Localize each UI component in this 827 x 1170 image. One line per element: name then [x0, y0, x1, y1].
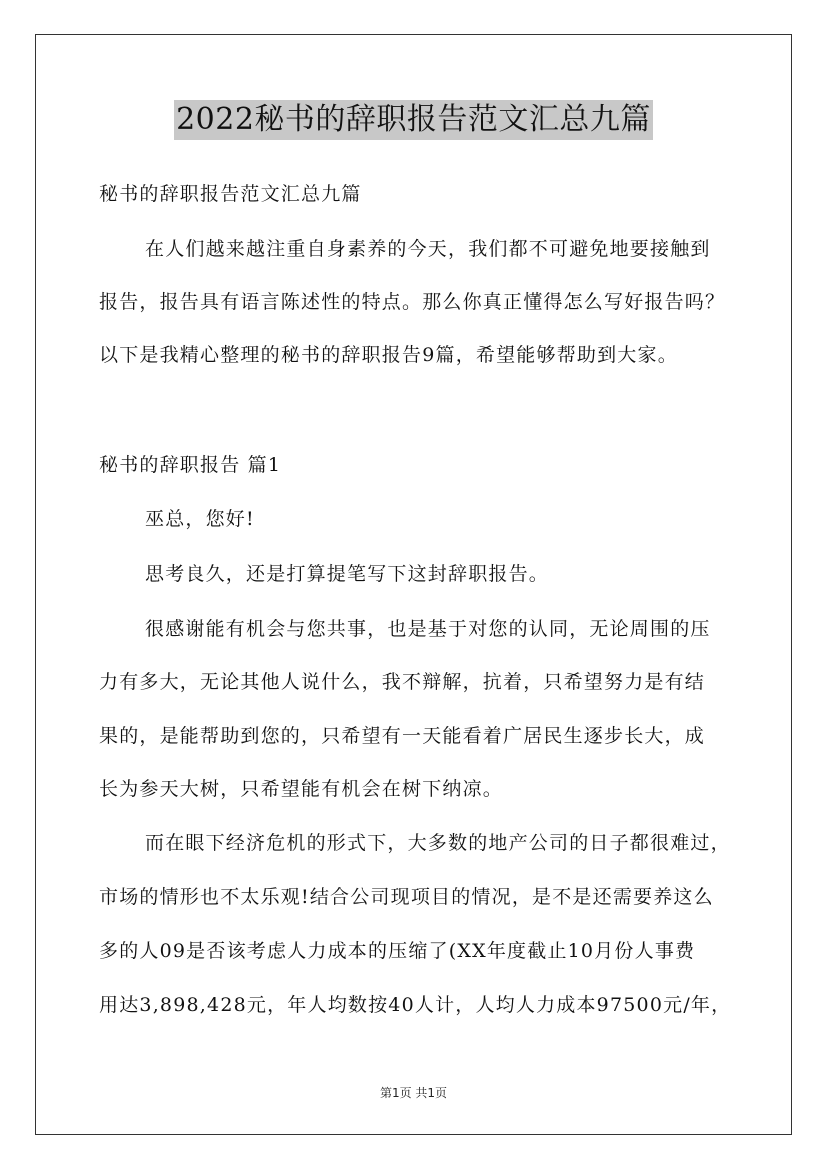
body-line-6: 长为参天大树，只希望能有机会在树下纳凉。	[99, 778, 504, 800]
body-line-9: 多的人09是否该考虑人力成本的压缩了(XX年度截止10月份人事费	[99, 940, 696, 962]
section-heading: 秘书的辞职报告 篇1	[99, 454, 282, 476]
body-line-10: 用达3,898,428元，年人均数按40人计，人均人力成本97500元/年，	[99, 994, 732, 1016]
intro-line-1: 在人们越来越注重自身素养的今天，我们都不可避免地要接触到	[145, 238, 711, 260]
body-line-8: 市场的情形也不太乐观!结合公司现项目的情况，是不是还需要养这么	[99, 886, 714, 908]
body-line-2: 思考良久，还是打算提笔写下这封辞职报告。	[145, 563, 550, 585]
intro-line-3: 以下是我精心整理的秘书的辞职报告9篇，希望能够帮助到大家。	[99, 344, 678, 366]
intro-line-2: 报告，报告具有语言陈述性的特点。那么你真正懂得怎么写好报告吗？	[99, 291, 726, 313]
document-title: 2022秘书的辞职报告范文汇总九篇	[174, 100, 653, 140]
body-line-3: 很感谢能有机会与您共事，也是基于对您的认同，无论周围的压	[145, 618, 711, 640]
title-container	[0, 100, 827, 140]
subtitle: 秘书的辞职报告范文汇总九篇	[99, 183, 362, 205]
body-line-7: 而在眼下经济危机的形式下，大多数的地产公司的日子都很难过，	[145, 832, 731, 854]
body-line-5: 果的，是能帮助到您的，只希望有一天能看着广居民生逐步长大，成	[99, 725, 706, 747]
body-line-1: 巫总，您好!	[145, 508, 255, 530]
body-line-4: 力有多大，无论其他人说什么，我不辩解，抗着，只希望努力是有结	[99, 671, 706, 693]
page-footer: 第1页 共1页	[379, 1086, 448, 1100]
